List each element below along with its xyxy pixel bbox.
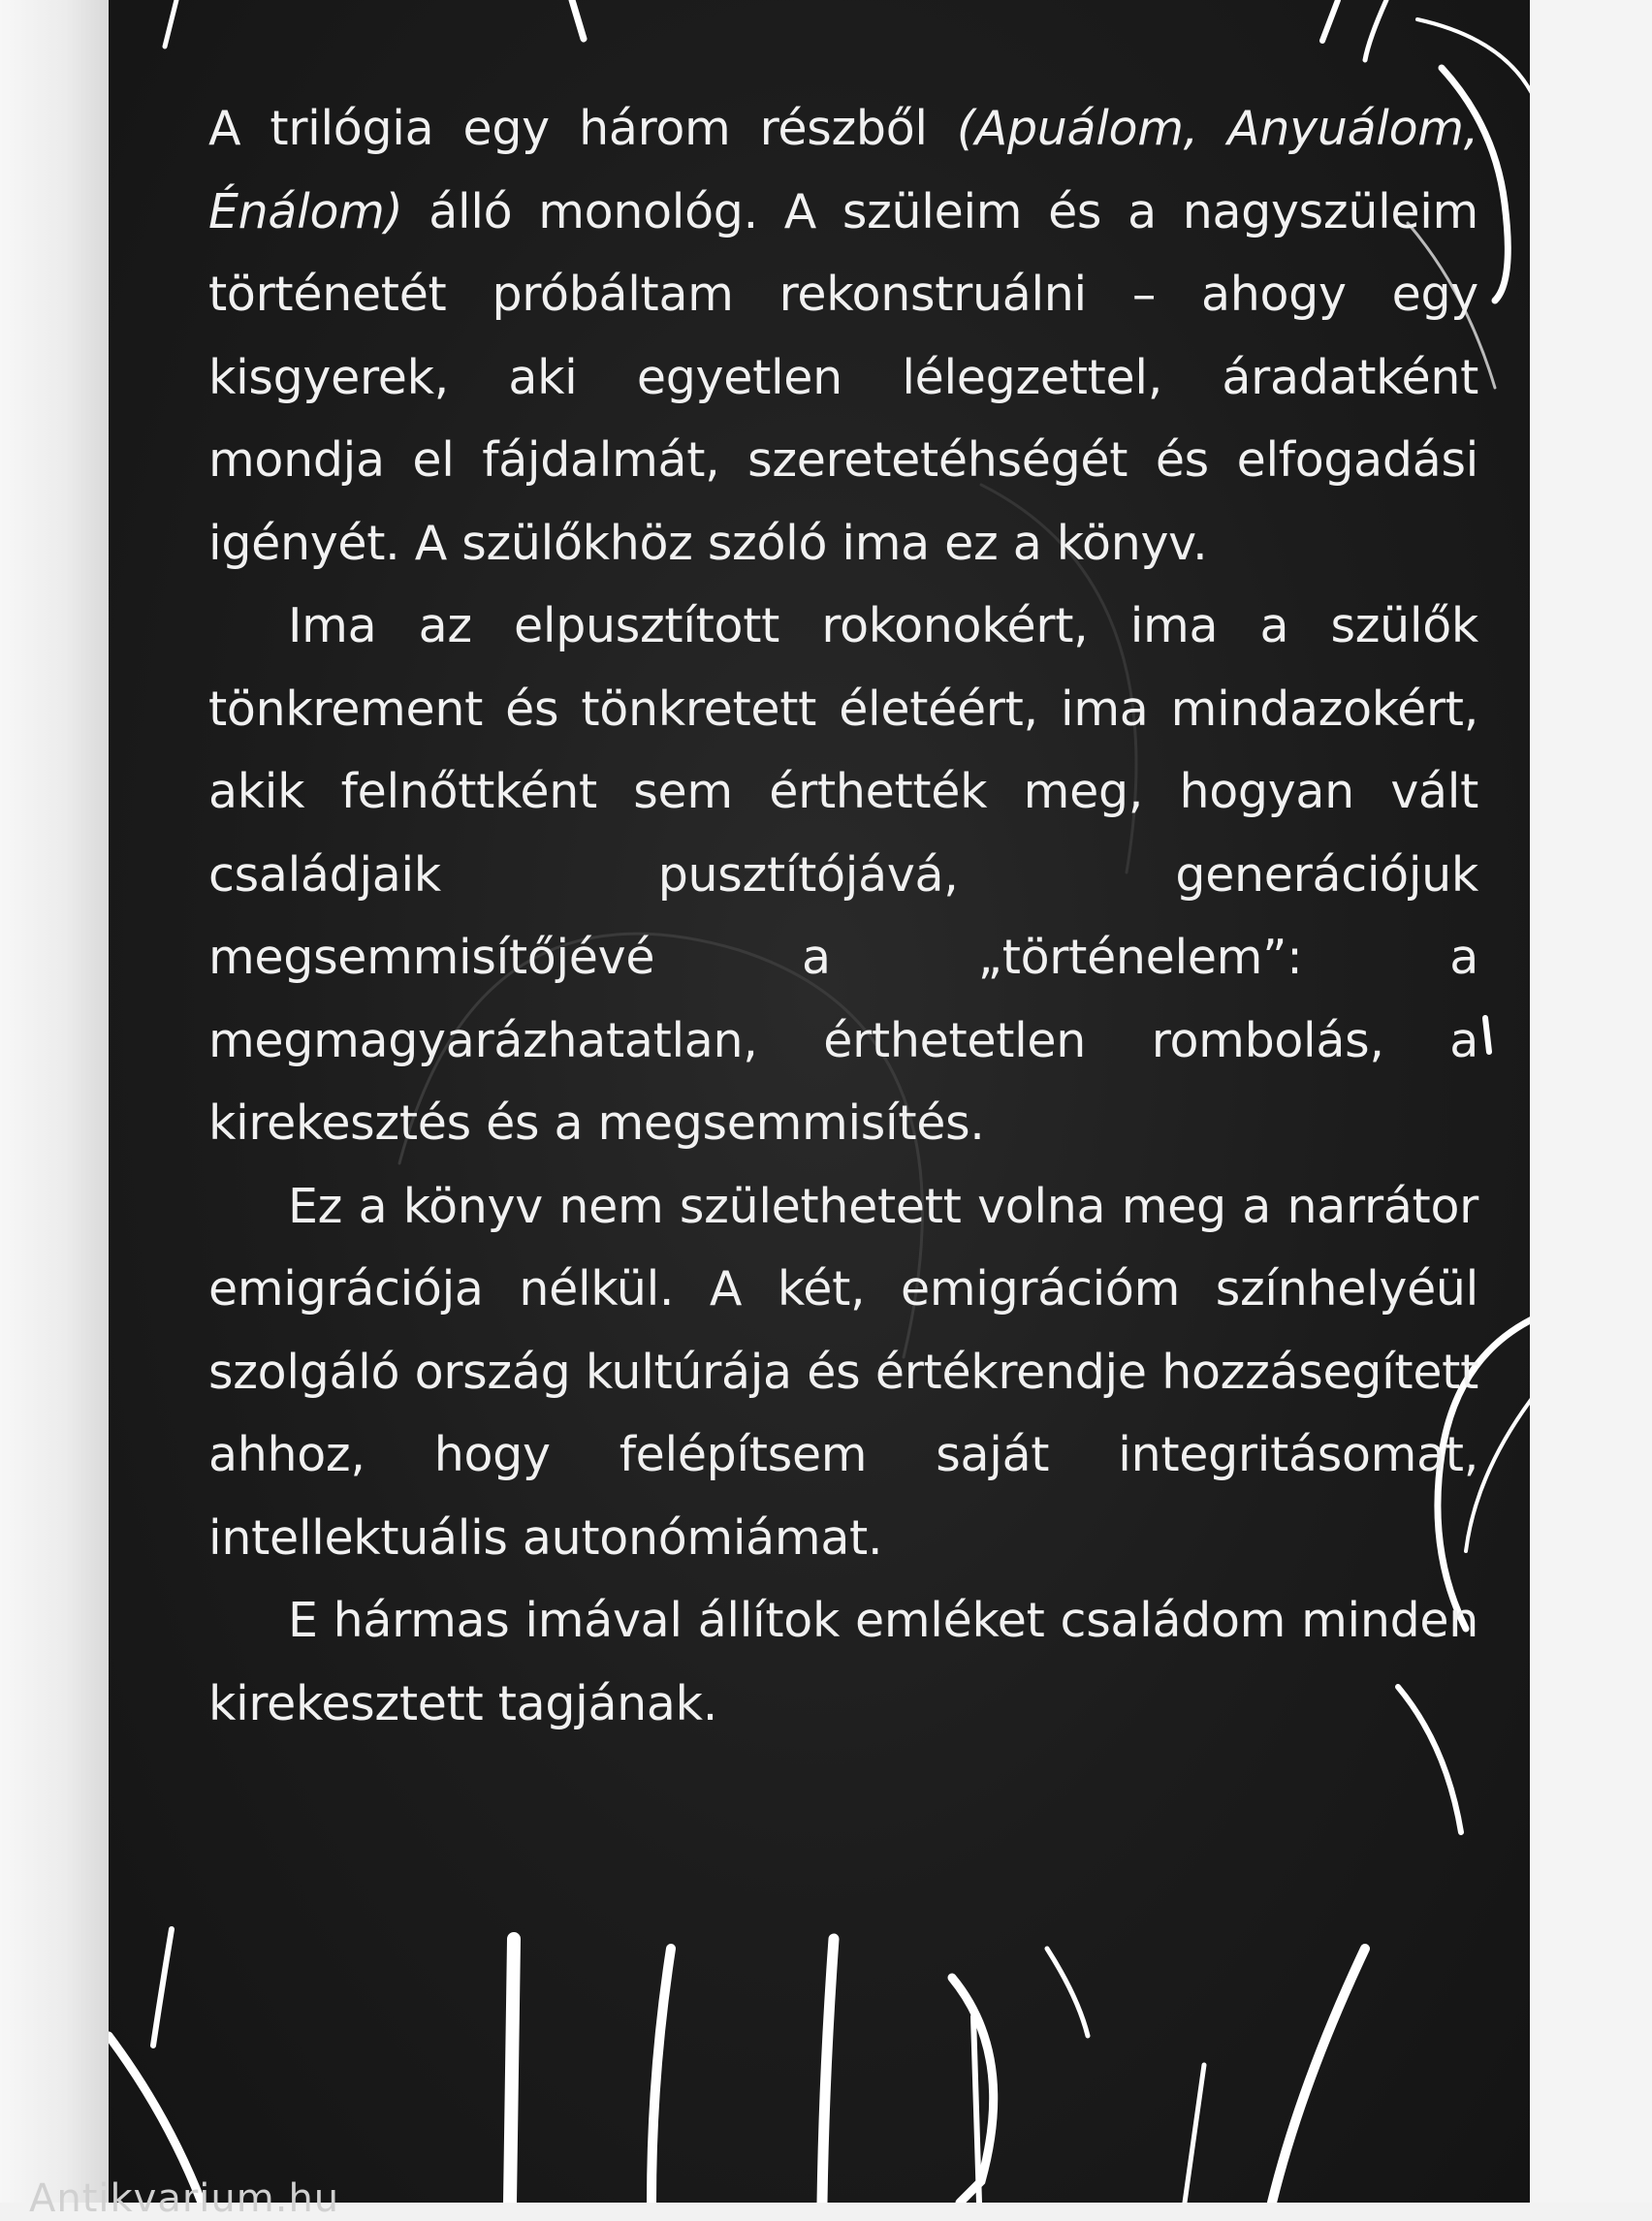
book-back-cover	[109, 0, 1530, 2203]
paragraph-2: Ima az elpusztított rokonokért, ima a szülők tönkrement és tönkretett életéért, ima mindazokért, akik felnőttként sem érthették meg, hogyan vált családjaik pusztítójává, generációjuk megsemmisítőjévé a „történelem”: a megmagyarázhatatlan, érthetetlen rombolás, a kirekesztés és a megsemmisítés.	[208, 598, 1478, 1151]
left-page-margin	[0, 0, 109, 2203]
paragraph-1	[208, 87, 1478, 585]
book-titles: (Apuálom, Anyuálom, Énálom)	[208, 101, 1479, 239]
right-page-margin	[1530, 0, 1652, 2203]
paragraph-1-start: A trilógia egy három részből	[208, 101, 957, 156]
paragraph-3: Ez a könyv nem születhetett volna meg a narrátor emigrációja nélkül. A két, emigrációm színhelyéül szolgáló ország kultúrája és értékrendje hozzásegített ahhoz, hogy felépítsem saját integritásomat, intellektuális autonómiámat.	[208, 1178, 1478, 1566]
watermark: Antikvarium.hu	[29, 2176, 340, 2221]
paragraph-4: E hármas imával állítok emléket családom minden kirekesztett tagjának.	[208, 1593, 1478, 1731]
paragraph-1-rest: álló monológ. A szüleim és a nagyszüleim történetét próbáltam rekonstruálni – ahogy egy kisgyerek, aki egyetlen lélegzettel, áradatként mondja el fájdalmát, szeretetéhségét és elfogadási igényét. A szülőkhöz szóló ima ez a könyv.	[208, 183, 1478, 571]
blurb-text	[208, 87, 1478, 1745]
